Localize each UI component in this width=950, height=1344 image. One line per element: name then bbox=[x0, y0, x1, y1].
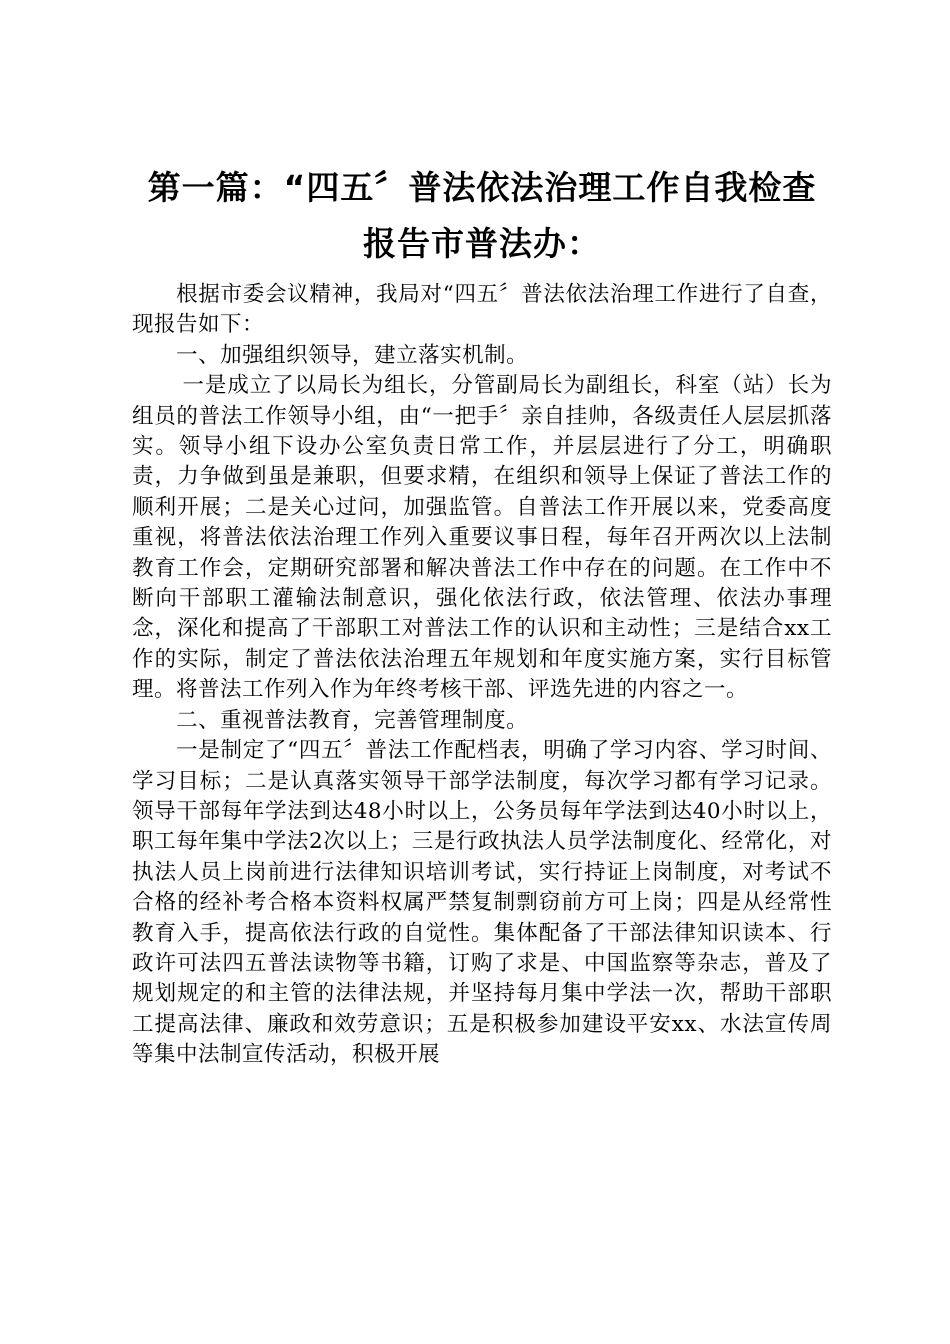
title-line-1: 第一篇：“四五〞普法依法治理工作自我检查 bbox=[147, 168, 817, 207]
section-2-paragraph: 一是制定了“四五〞普法工作配档表，明确了学习内容、学习时间、学习目标；二是认真落实领导干部学法制度，每次学习都有学习记录。领导干部每年学法到达48小时以上，公务员每年学法到达40小时以上，职工每年集中学法2次以上；三是行政执法人员学法制度化、经常化，对执法人员上岗前进行法律知识培训考试，实行持证上岗制度，对考试不合格的经补考合格本资料权属严禁复制剽窃前方可上岗；四是从经常性教育入手，提高依法行政的自觉性。集体配备了干部法律知识读本、行政许可法四五普法读物等书籍，订购了求是、中国监察等杂志，普及了规划规定的和主管的法律法规，并坚持每月集中学法一次，帮助干部职工提高法律、廉政和效劳意识；五是积极参加建设平安xx、水法宣传周等集中法制宣传活动，积极开展 bbox=[132, 738, 832, 1068]
document-page bbox=[132, 160, 832, 1071]
document-title bbox=[132, 160, 832, 272]
document-body bbox=[132, 280, 832, 1071]
title-line-2: 报告市普法办： bbox=[363, 224, 601, 263]
section-1-heading: 一、加强组织领导，建立落实机制。 bbox=[176, 342, 529, 368]
section-1-paragraph: 一是成立了以局长为组长，分管副局长为副组长，科室（站）长为组员的普法工作领导小组，由“一把手〞亲自挂帅，各级责任人层层抓落实。领导小组下设办公室负责日常工作，并层层进行了分工，明确职责，力争做到虽是兼职，但要求精，在组织和领导上保证了普法工作的顺利开展；二是关心过问，加强监管。自普法工作开展以来，党委高度重视，将普法依法治理工作列入重要议事日程，每年召开两次以上法制教育工作会，定期研究部署和解决普法工作中存在的问题。在工作中不断向干部职工灌输法制意识，强化依法行政，依法管理、依法办事理念，深化和提高了干部职工对普法工作的认识和主动性；三是结合xx工作的实际，制定了普法依法治理五年规划和年度实施方案，实行目标管理。将普法工作列入作为年终考核干部、评选先进的内容之一。 bbox=[132, 373, 832, 703]
section-2-heading: 二、重视普法教育，完善管理制度。 bbox=[176, 707, 529, 733]
intro-paragraph: 根据市委会议精神，我局对“四五〞普法依法治理工作进行了自查，现报告如下： bbox=[132, 282, 832, 338]
